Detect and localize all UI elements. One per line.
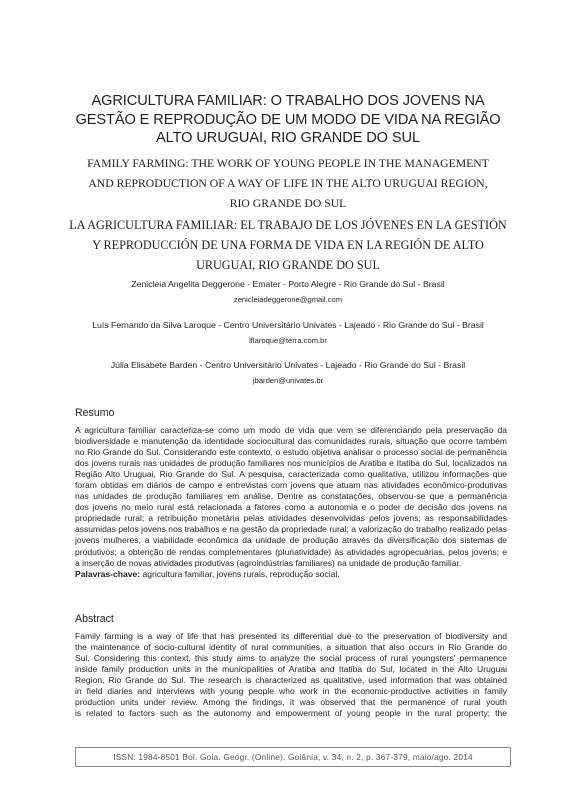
title-pt-line: AGRICULTURA FAMILIAR: O TRABALHO DOS JOVENS NA	[91, 93, 485, 109]
abstract-line: Family farming is a way of life that has presented its differential due to the preservation of biodiversity and	[75, 631, 507, 641]
title-pt-line: GESTÃO E REPRODUÇÃO DE UM MODO DE VIDA NA REGIÃO	[75, 111, 501, 128]
journal-citation: ISSN: 1984-8501 Bol. Goia. Geogr. (Online). Goiânia, v. 34, n. 2, p. 367-379, maio/ago. 2014	[113, 752, 473, 762]
resumo-line: propriedade rural; a retribuição monetária pelas atividades desenvolvidas pelos jovens; as responsabilidades	[75, 513, 507, 524]
resumo-line: produtivos; a obtenção de rendas complementares (pluriatividade) às atividades agropecuárias, pelos jovens; e	[75, 546, 507, 557]
author-name: Zenicleia Angelita Deggerone - Emater - Porto Alegre - Rio Grande do Sul - Brasil	[131, 279, 445, 289]
journal-footer-box	[75, 747, 511, 767]
title-es-line: LA AGRICULTURA FAMILIAR: EL TRABAJO DE LOS JÓVENES EN LA GESTIÓN	[69, 218, 507, 232]
author-name: Júlia Elisabete Barden - Centro Universitário Univates - Lajeado - Rio Grande do Sul - Brasil	[110, 360, 466, 370]
title-es-line: Y REPRODUCCIÓN DE UNA FORMA DE VIDA EN LA REGIÓN DE ALTO	[92, 238, 484, 252]
author-name: Luís Fernando da Silva Laroque - Centro Universitário Univates - Lajeado - Rio Grande do Sul - Brasil	[92, 320, 484, 330]
abstract-heading: Abstract	[75, 613, 114, 625]
abstract-line: production units under review. Among the findings, it was observed that the permanence of rural youth	[75, 697, 507, 708]
abstract-line: is related to factors such as the autonomy and empowerment of young people in the rural property; the	[75, 708, 507, 719]
keywords-line	[75, 569, 507, 580]
resumo-line: A agricultura familiar caracteriza-se como um modo de vida que vem se diferenciando pela preservação da	[75, 425, 507, 435]
author-email[interactable]: lflaroque@terra.com.br	[249, 336, 327, 345]
abstract-line: the maintenance of socio-cultural identity of rural communities, a situation that also occurs in Rio Grande do	[75, 642, 507, 653]
resumo-line: jovens mulheres; a viabilidade econômica da unidade de produção através da diversificação dos sistemas de	[75, 535, 507, 546]
abstract-line: Sul. Considering this context, this study aims to analyze the social process of rural youngsters' permanence	[75, 653, 507, 664]
abstract-line: Region, Rio Grande do Sul. The research is characterized as qualitative, used information that was obtained	[75, 675, 507, 686]
resumo-line: a inserção de novas atividades produtivas (agroindústrias familiares) na unidade de produção familiar.	[75, 557, 462, 568]
resumo-line: dos jovens no meio rural está relacionada a fatores como a autonomia e o poder de decisão dos jovens na	[75, 502, 507, 513]
keywords-label: Palavras-chave:	[75, 568, 141, 579]
resumo-line: dos jovens rurais nas unidades de produção familiares nos municípios de Aratiba e Itatiba do Sul, localizados na	[75, 458, 507, 469]
title-portuguese	[60, 92, 516, 148]
title-en-line: AND REPRODUCTION OF A WAY OF LIFE IN THE ALTO URUGUAI REGION,	[88, 177, 488, 190]
abstract-line: in field diaries and interviews with young people who work in the economic-productive activities in family	[75, 686, 507, 697]
author-1	[60, 278, 516, 306]
author-2	[60, 319, 516, 347]
resumo-body	[75, 425, 507, 580]
title-spanish	[64, 215, 512, 275]
keywords-text: agricultura familiar, jovens rurais, reprodução social.	[142, 568, 340, 579]
abstract-body	[75, 631, 507, 719]
author-email[interactable]: zenicleiadeggerone@gmail.com	[233, 295, 343, 304]
title-en-line: RIO GRANDE DO SUL	[229, 197, 347, 210]
resumo-line: Região Alto Uruguai, Rio Grande do Sul. A pesquisa, caracterizada como qualitativa, utilizou informações que	[75, 469, 507, 480]
resumo-line: assumidas pelos jovens nos trabalhos e na gestão da propriedade rural; a valorização do trabalho realizado pelas	[75, 524, 507, 535]
resumo-line: no Rio Grande do Sul. Considerando este contexto, o estudo objetiva analisar o processo social de permanência	[75, 447, 507, 458]
author-3	[60, 359, 516, 387]
abstract-line: inside family production units in the municipalities of Aratiba and Itatiba do Sul, located in the Alto Uruguai	[75, 664, 507, 675]
title-pt-line: ALTO URUGUAI, RIO GRANDE DO SUL	[156, 130, 420, 146]
resumo-heading: Resumo	[75, 407, 115, 419]
resumo-line: foram obtidas em diários de campo e entrevistas com jovens que atuam nas atividades econômico-produtivas	[75, 480, 507, 491]
title-en-line: FAMILY FARMING: THE WORK OF YOUNG PEOPLE IN THE MANAGEMENT	[87, 157, 489, 170]
resumo-line: nas unidades de produção familiares em análise. Dentre as constatações, observou-se que a permanência	[75, 491, 507, 502]
resumo-line: biodiversidade e manutenção da identidade sociocultural das comunidades rurais, situação que ocorre também	[75, 436, 507, 447]
author-email[interactable]: jbarden@univates.br	[252, 376, 324, 385]
title-es-line: URUGUAI, RIO GRANDE DO SUL	[196, 258, 380, 272]
title-english	[64, 154, 512, 214]
